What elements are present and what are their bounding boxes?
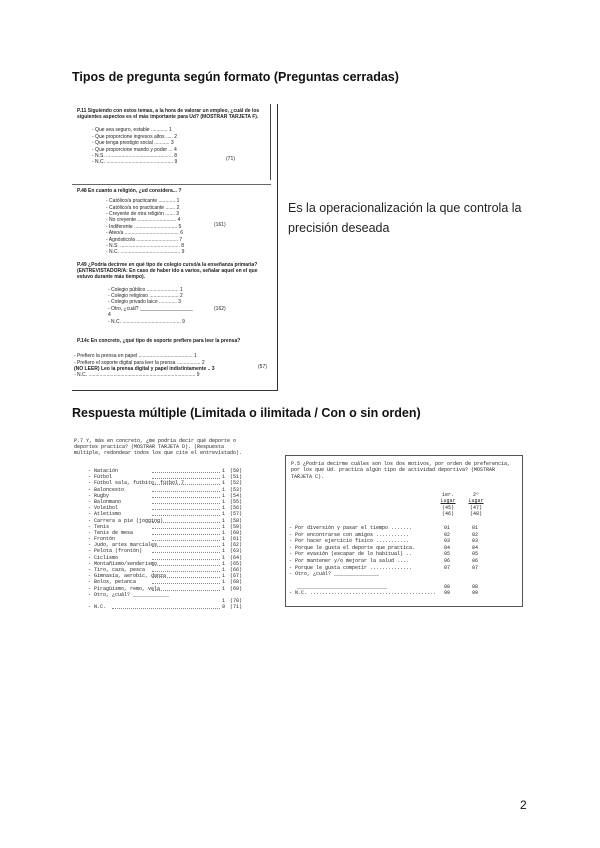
col-head: 2º (472, 492, 479, 498)
option-code: 1 (222, 567, 226, 573)
column-code: (162) (214, 306, 226, 312)
first-place-code: 03 (444, 538, 451, 545)
option: - Que proporcione mando y poder ... 4 (92, 146, 177, 153)
scanned-questionnaire-motives (285, 455, 523, 607)
dot-leader (152, 522, 220, 523)
column-code: (52) (230, 480, 243, 487)
option-code: 1 (222, 486, 226, 493)
option-label: - Tenis de mesa (88, 529, 134, 536)
option: - N.C. ............................................................................. 9 (74, 372, 200, 379)
column-code: (61) (230, 536, 243, 543)
option: (NO LEER) Leo la prensa digital y papel indistintamente .. 3 (74, 366, 215, 373)
col-code: (47) (469, 504, 482, 511)
option-code: 1 (222, 498, 226, 505)
dot-leader (152, 509, 220, 510)
motives-options-list (289, 525, 517, 597)
motive-option-row (289, 558, 517, 565)
motive-option-row (289, 545, 517, 552)
option-label: - Montañismo/senderismo (88, 560, 158, 567)
first-place-code: 07 (444, 564, 451, 571)
option-label: - Piragüismo, remo, vela (88, 585, 161, 592)
option-label: - N.C. (88, 604, 107, 611)
question-p14c (72, 338, 277, 379)
column-code: (54) (230, 492, 243, 499)
option: - N.C. ................................................ 9 (92, 159, 178, 166)
option-label: - Voleibol (88, 505, 119, 512)
question-p11 (72, 108, 277, 166)
option: - Colegio privado laico ............. 3 (108, 299, 182, 306)
column-code: (64) (230, 554, 243, 561)
dot-leader (152, 472, 220, 473)
blank-row (289, 584, 517, 591)
option: - Prefiero el soporte digital para leer la prensa ................. 2 (74, 359, 205, 366)
question-title: P.14c En concreto, ¿qué tipo de soporte prefiere para leer la prensa? (77, 338, 241, 344)
first-place-code: 04 (444, 544, 451, 551)
scanned-questionnaire-closed (72, 104, 278, 391)
col-code: (45) (441, 504, 454, 511)
options-list (72, 353, 277, 379)
option-label: - Baloncesto (88, 486, 125, 493)
option: - N.C. ........................................... 9 (106, 249, 185, 256)
option-code: 1 (222, 548, 226, 555)
option: - Que tenga prestigio social ........... 3 (92, 140, 174, 147)
column-code: (60) (230, 529, 243, 536)
column-code: (67) (230, 573, 243, 580)
option-code: 1 (222, 505, 226, 512)
column-code: (161) (214, 222, 226, 228)
option-code: 1 (222, 536, 226, 543)
question-title: P.11 Siguiendo con estos temas, a la hora de valorar un empleo, ¿cuál de los siguientes aspectos es el más importante para Ud? (MOSTRAR TARJETA F). (77, 108, 260, 121)
question-p49 (72, 262, 277, 325)
option-code: 1 (222, 554, 226, 561)
question-title: P.7 Y, más en concreto, ¿me podría decir qué deporte o deportes practica? (MOSTRAR TARJETA D). (Respuesta múltiple, redondear todos los que cite el entrevistado). (74, 438, 243, 456)
first-place-code: 08 (444, 583, 451, 590)
option-code: 1 (222, 517, 226, 524)
dot-leader (152, 528, 220, 529)
column-code: (50) (230, 468, 243, 474)
nc-row (88, 604, 243, 611)
second-place-code: 02 (472, 531, 479, 538)
second-place-code: 03 (472, 538, 479, 545)
column-code: (65) (230, 560, 243, 567)
dot-leader (152, 552, 220, 553)
option-code: 1 (222, 529, 226, 536)
option-label: - Tenis (88, 523, 110, 530)
option-code: 1 (222, 468, 226, 474)
option-label: - Bolos, petanca (88, 579, 137, 586)
second-place-code: 04 (472, 544, 479, 551)
option-label: - Balonmano (88, 498, 122, 505)
second-place-code: 05 (472, 551, 479, 558)
option: - Prefiero la prensa en papel ....................................... 1 (74, 353, 197, 360)
motive-option-row (289, 571, 517, 578)
option-label: - Judo, artes marciales (88, 542, 158, 549)
option: - Ateo/a ....................................... 6 (106, 230, 183, 237)
option-label: - Ciclismo (88, 554, 119, 561)
option: - Indiferente ............................... 5 (106, 223, 182, 230)
option-label: - Pelota (frontón) (88, 548, 143, 555)
question-title: P.5 ¿Podría decirme cuáles son los dos motivos, por orden de preferencia, por los que Ud. practica algún tipo de actividad deportiva? (MOSTRAR TARJETA C). (291, 461, 511, 480)
option-code: 1 (222, 474, 226, 481)
option-label: - Tiro, caza, pesca (88, 567, 146, 573)
col-head: 1er. (441, 492, 454, 498)
heading-closed-questions: Tipos de pregunta según formato (Preguntas cerradas) (72, 70, 399, 84)
column-code: (69) (230, 585, 243, 592)
dot-leader (152, 571, 220, 572)
col-sub: Lugar (440, 498, 456, 505)
option: - Colegio religioso ..................... 2 (108, 293, 183, 300)
dot-leader (152, 491, 220, 492)
motive-option-row (289, 525, 517, 532)
column-code: (53) (230, 486, 243, 493)
divider (72, 184, 271, 185)
first-place-code: 05 (444, 551, 451, 558)
option-label: - Porque le gusta el deporte que practica. (289, 544, 416, 551)
page-number: 2 (520, 798, 527, 812)
second-place-code: 01 (472, 525, 479, 531)
sports-options-list (88, 468, 243, 611)
question-title: P.48 En cuanto a religión, ¿ud considera... ? (77, 188, 182, 194)
dot-leader (152, 559, 220, 560)
dot-leader (152, 590, 220, 591)
option-label: - Atletismo (88, 511, 122, 518)
option: - N.C. .......................................... 9 (108, 318, 185, 325)
dot-leader (152, 503, 220, 504)
option: - N.S. ........................................... 8 (106, 243, 185, 250)
option-code: 1 (222, 573, 226, 580)
first-place-code: 02 (444, 531, 451, 538)
option-code: 1 (222, 585, 226, 592)
option: - Creyente de otra religión ....... 3 (106, 211, 180, 218)
column-code: (56) (230, 505, 243, 512)
column-code: (70) (230, 597, 243, 604)
motive-option-row (289, 538, 517, 545)
motive-option-row (289, 551, 517, 558)
option: - Que sea seguro, estable ............ 1 (92, 127, 172, 134)
col1-header (438, 492, 458, 518)
option-code: 1 (222, 511, 226, 518)
motive-option-row (289, 565, 517, 572)
option: - Agnóstico/a .............................. 7 (106, 236, 183, 243)
heading-multiple-response: Respuesta múltiple (Limitada o ilimitada / Con o sin orden) (72, 406, 421, 420)
second-place-code: 99 (472, 590, 479, 597)
column-code: (51) (230, 474, 243, 481)
column-code: (55) (230, 498, 243, 505)
column-code: (58) (230, 517, 243, 524)
column-code: (68) (230, 579, 243, 586)
dot-leader (152, 478, 220, 479)
column-code: (71) (226, 156, 235, 162)
dot-leader (152, 546, 220, 547)
option-label: - Fútbol (88, 474, 113, 481)
scanned-questionnaire-sports (72, 438, 244, 624)
option: - Colegio público ....................... 1 (108, 286, 183, 293)
question-title: P.49 ¿Podría decirme en qué tipo de colegio cursó/a la enseñanza primaria? (ENTREVISTADOR/A: En caso de haber ido a varios, señalar aquel en el que estuvo durante más tiempo). (77, 262, 258, 281)
option-code: 1 (222, 523, 226, 530)
option-code: 1 (222, 492, 226, 499)
option-label: - Por encontrarse con amigos ........... (289, 531, 410, 538)
option-label: - Fútbol sala, futbito, fútbol 7 (88, 480, 185, 487)
dot-leader (152, 577, 220, 578)
options-list (72, 198, 277, 256)
option-label: - Rugby (88, 492, 110, 499)
option-label: - Otro, ¿cuál? ____________ (88, 591, 170, 598)
option-code: 1 (222, 597, 226, 604)
dot-leader (152, 565, 220, 566)
option-label: - Carrera a pie (jogging) (88, 517, 164, 524)
column-code: (57) (258, 364, 267, 370)
option: - Católico/a no practicante ....... 2 (106, 204, 180, 211)
option-label: - Gimnasia, aerobic, danza (88, 573, 167, 580)
option-label: - Por hacer ejercicio físico ........... (289, 538, 410, 545)
option-label: - Por mantener y/o mejorar la salud .... (289, 557, 410, 564)
first-place-code: 01 (444, 525, 451, 531)
dot-leader (152, 515, 220, 516)
option-label: - Por diversión y pasar el tiempo ....... (289, 525, 413, 531)
option-code: 1 (222, 579, 226, 586)
column-code: (71) (230, 604, 243, 611)
option-code: 1 (222, 542, 226, 549)
column-code: (63) (230, 548, 243, 555)
column-code: (66) (230, 567, 243, 573)
option: 4 (108, 312, 111, 319)
option-label: - Otro, ¿cuál? _______________ (289, 571, 380, 578)
options-list (72, 287, 277, 325)
dot-leader (152, 497, 220, 498)
col-sub: Lugar (468, 498, 484, 505)
option: - N.S. ................................................ 8 (92, 153, 178, 160)
option: - No creyente ............................ 4 (106, 217, 181, 224)
second-place-code: 07 (472, 564, 479, 571)
blank-line: ______________________________ (297, 583, 388, 590)
option-label: - N.C. .......................................... (289, 590, 437, 597)
option-label: - Por evasión (escapar de lo habitual) .. (289, 551, 413, 558)
options-list (72, 127, 277, 165)
option: - Otro, ¿cuál? ___________________ (108, 305, 193, 312)
question-p48 (72, 188, 277, 256)
motive-option-row (289, 532, 517, 539)
option-code: 1 (222, 480, 226, 487)
column-code: (57) (230, 511, 243, 518)
dot-leader (152, 540, 220, 541)
option-code: 9 (222, 604, 226, 611)
option-label: - Natación (88, 468, 119, 474)
dot-leader (152, 583, 220, 584)
option: - Católico/a practicante ............ 1 (106, 198, 180, 205)
option-label: - Porque le gusta competir .............. (289, 564, 413, 571)
side-note: Es la operacionalización la que controla la precisión deseada (288, 201, 522, 235)
col-code: (48) (469, 511, 482, 518)
dot-leader (112, 608, 220, 609)
first-place-code: 06 (444, 557, 451, 564)
dot-leader (152, 484, 220, 485)
col-code: (46) (441, 511, 454, 518)
first-place-code: 99 (444, 590, 451, 597)
dot-leader (152, 534, 220, 535)
option-label: - Frontón (88, 536, 116, 543)
second-place-code: 06 (472, 557, 479, 564)
col2-header (466, 492, 486, 518)
second-place-code: 08 (472, 583, 479, 590)
option: - Que proporcione ingresos altos ..... 2 (92, 133, 178, 140)
option-code: 1 (222, 560, 226, 567)
column-code: (59) (230, 523, 243, 530)
column-code: (62) (230, 542, 243, 549)
nc-row (289, 590, 517, 597)
